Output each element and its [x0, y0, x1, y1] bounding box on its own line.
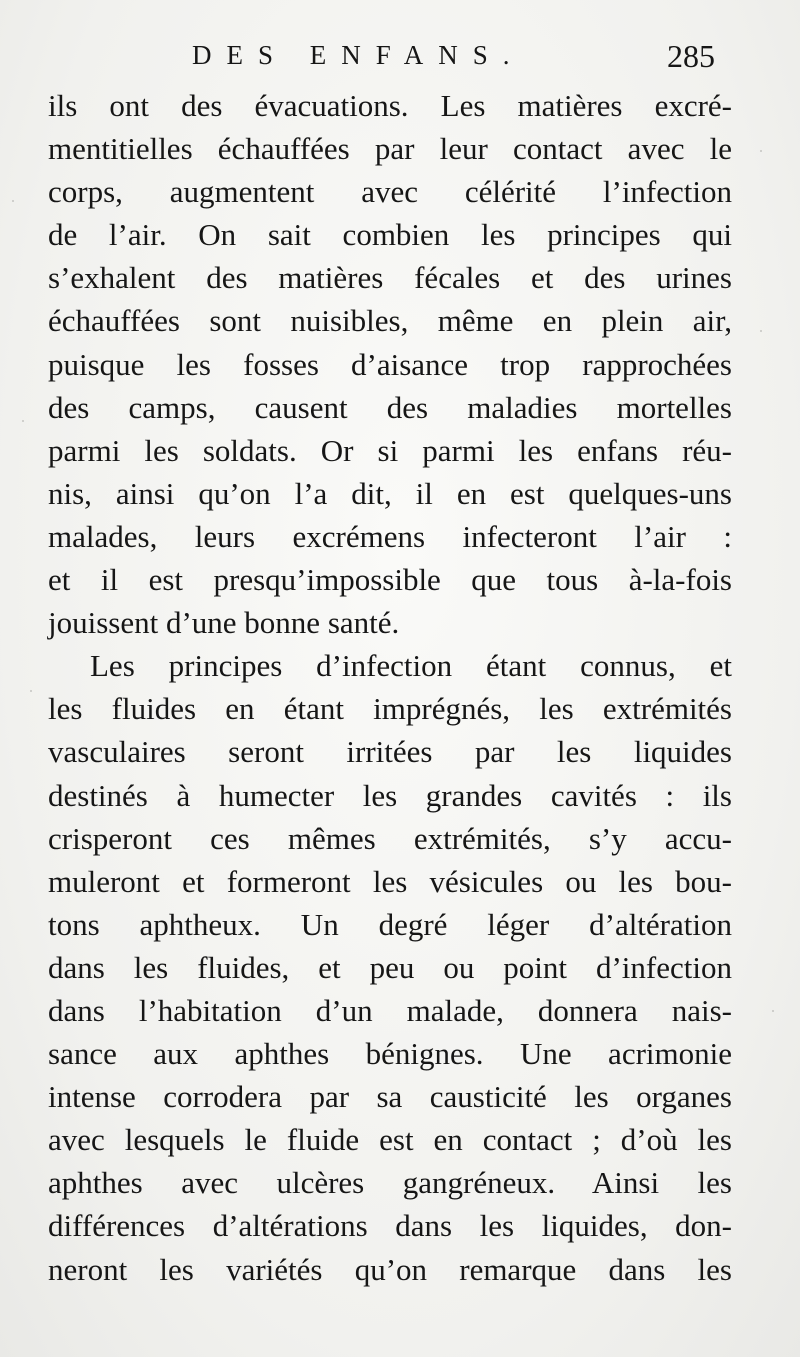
text-line: parmi les soldats. Or si parmi les enfans réu-: [48, 432, 732, 468]
text-line: malades, leurs excrémens infecteront l’air :: [48, 518, 732, 554]
text-line: nis, ainsi qu’on l’a dit, il en est quelques-uns: [48, 475, 732, 511]
text-line: destinés à humecter les grandes cavités : ils: [48, 777, 732, 813]
text-line: puisque les fosses d’aisance trop rapprochées: [48, 346, 732, 382]
scan-speck: [30, 690, 32, 692]
scan-speck: [22, 420, 24, 422]
text-line: échauffées sont nuisibles, même en plein air,: [48, 303, 732, 339]
text-line: avec lesquels le fluide est en contact ; d’où les: [48, 1122, 732, 1158]
scan-speck: [12, 200, 14, 202]
text-line: les fluides en étant imprégnés, les extrémités: [48, 691, 732, 727]
running-title: DES ENFANS.: [192, 40, 525, 70]
paragraph-1: [48, 84, 732, 644]
text-line: tons aphtheux. Un degré léger d’altération: [48, 906, 732, 942]
text-line: Les principes d’infection étant connus, et: [90, 648, 732, 684]
text-line: intense corrodera par sa causticité les organes: [48, 1079, 732, 1115]
text-line: mentitielles échauffées par leur contact avec le: [48, 131, 732, 167]
text-line: des camps, causent des maladies mortelles: [48, 389, 732, 425]
text-line: s’exhalent des matières fécales et des urines: [48, 260, 732, 296]
text-line: jouissent d’une bonne santé.: [48, 605, 400, 641]
text-line: dans l’habitation d’un malade, donnera nais-: [48, 992, 732, 1028]
text-line: aphthes avec ulcères gangréneux. Ainsi les: [48, 1165, 732, 1201]
text-line: dans les fluides, et peu ou point d’infection: [48, 949, 732, 985]
text-line: sance aux aphthes bénignes. Une acrimonie: [48, 1036, 732, 1072]
text-line: de l’air. On sait combien les principes qui: [48, 217, 732, 253]
scan-speck: [760, 150, 762, 152]
text-line: vasculaires seront irritées par les liquides: [48, 734, 732, 770]
text-line: ils ont des évacuations. Les matières excré-: [48, 88, 732, 123]
body-text: [48, 84, 732, 1291]
text-line: différences d’altérations dans les liquides, don-: [48, 1208, 732, 1244]
paragraph-2: [48, 644, 732, 1290]
text-line: crisperont ces mêmes extrémités, s’y accu-: [48, 820, 732, 856]
page-header: [0, 40, 800, 80]
scan-speck: [760, 330, 762, 332]
text-line: muleront et formeront les vésicules ou les bou-: [48, 863, 732, 899]
scan-speck: [772, 1010, 774, 1012]
text-line: corps, augmentent avec célérité l’infection: [48, 174, 732, 210]
text-line: et il est presqu’impossible que tous à-la-fois: [48, 562, 732, 598]
page-number: 285: [667, 38, 715, 74]
text-line: neront les variétés qu’on remarque dans les: [48, 1251, 732, 1287]
